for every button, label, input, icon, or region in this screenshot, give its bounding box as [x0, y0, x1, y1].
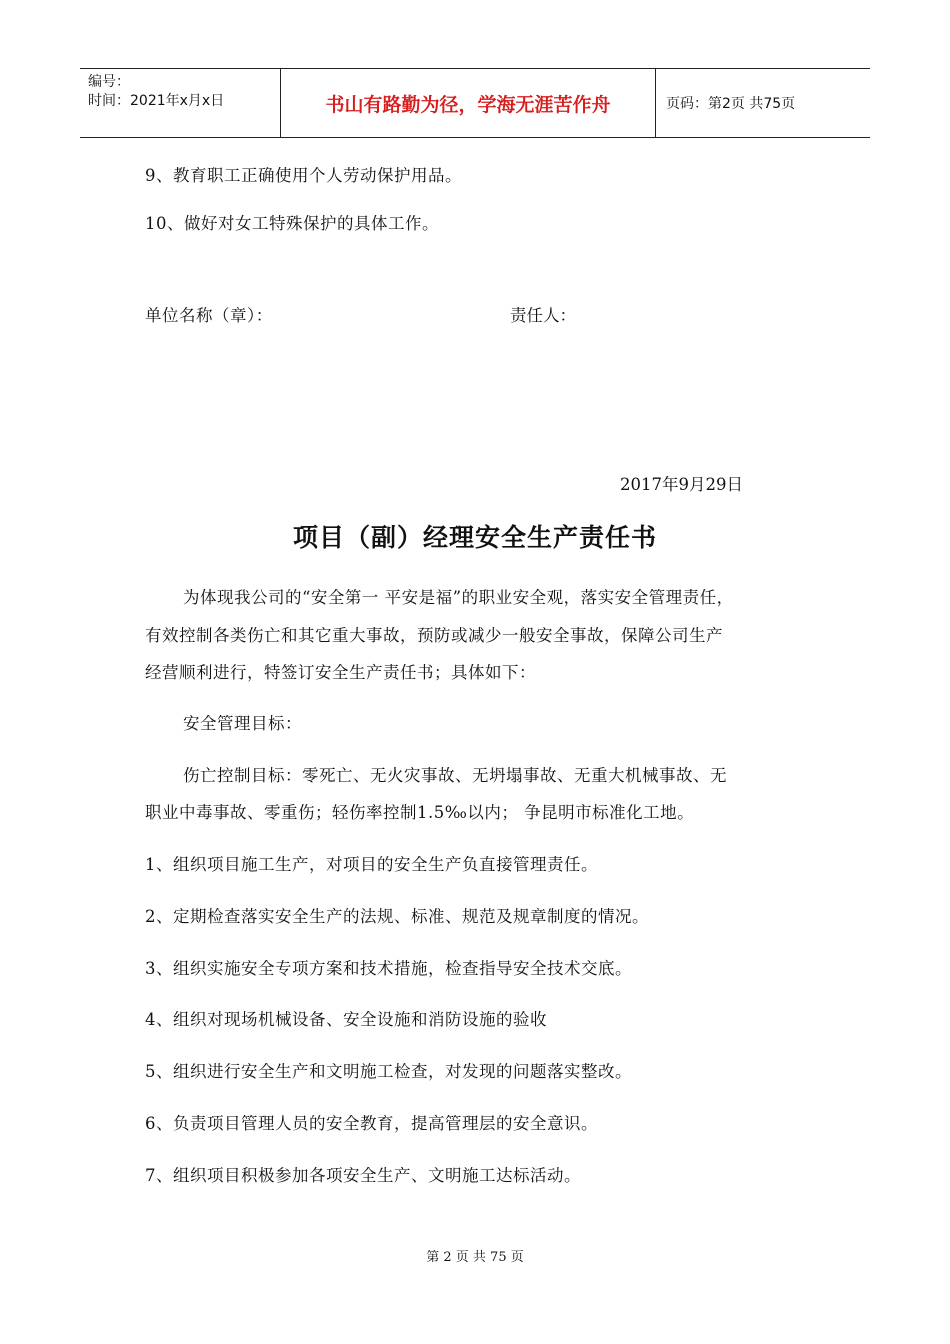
- duty-item: 3、组织实施安全专项方案和技术措施，检查指导安全技术交底。: [145, 959, 632, 978]
- signature-person-label: 责任人：: [510, 306, 576, 325]
- duty-item: 4、组织对现场机械设备、安全设施和消防设施的验收: [145, 1010, 547, 1029]
- duty-item: 2、定期检查落实安全生产的法规、标准、规范及规章制度的情况。: [145, 907, 649, 926]
- header-page-info: 页码：第2页 共75页: [666, 96, 796, 112]
- list-item: 10、做好对女工特殊保护的具体工作。: [145, 214, 439, 233]
- document-date: 2017年9月29日: [620, 475, 743, 494]
- signature-unit-label: 单位名称（章）：: [145, 306, 273, 325]
- duty-item: 6、负责项目管理人员的安全教育，提高管理层的安全意识。: [145, 1114, 598, 1133]
- duty-item: 1、组织项目施工生产，对项目的安全生产负直接管理责任。: [145, 855, 598, 874]
- page-footer: 第 2 页 共 75 页: [426, 1250, 524, 1265]
- header-motto: 书山有路勤为径，学海无涯苦作舟: [281, 69, 656, 137]
- duty-item: 5、组织进行安全生产和文明施工检查，对发现的问题落实整改。: [145, 1062, 632, 1081]
- goal-text-line: 伤亡控制目标：零死亡、无火灾事故、无坍塌事故、无重大机械事故、无: [183, 766, 727, 785]
- list-item: 9、教育职工正确使用个人劳动保护用品。: [145, 166, 462, 185]
- intro-line: 为体现我公司的“安全第一 平安是福”的职业安全观，落实安全管理责任，: [183, 588, 734, 607]
- page-header: [80, 68, 870, 138]
- intro-line: 经营顺利进行，特签订安全生产责任书；具体如下：: [145, 663, 536, 682]
- header-left-cell: [80, 69, 281, 137]
- goal-text-line: 职业中毒事故、零重伤；轻伤率控制1.5‰以内； 争昆明市标准化工地。: [145, 803, 695, 822]
- time-label: 时间：2021年x月x日: [88, 93, 225, 109]
- goal-heading: 安全管理目标：: [183, 714, 302, 733]
- number-label: 编号：: [88, 74, 130, 90]
- intro-line: 有效控制各类伤亡和其它重大事故，预防或减少一般安全事故，保障公司生产: [145, 626, 723, 645]
- duty-item: 7、组织项目积极参加各项安全生产、文明施工达标活动。: [145, 1166, 581, 1185]
- document-title: 项目（副）经理安全生产责任书: [292, 523, 657, 552]
